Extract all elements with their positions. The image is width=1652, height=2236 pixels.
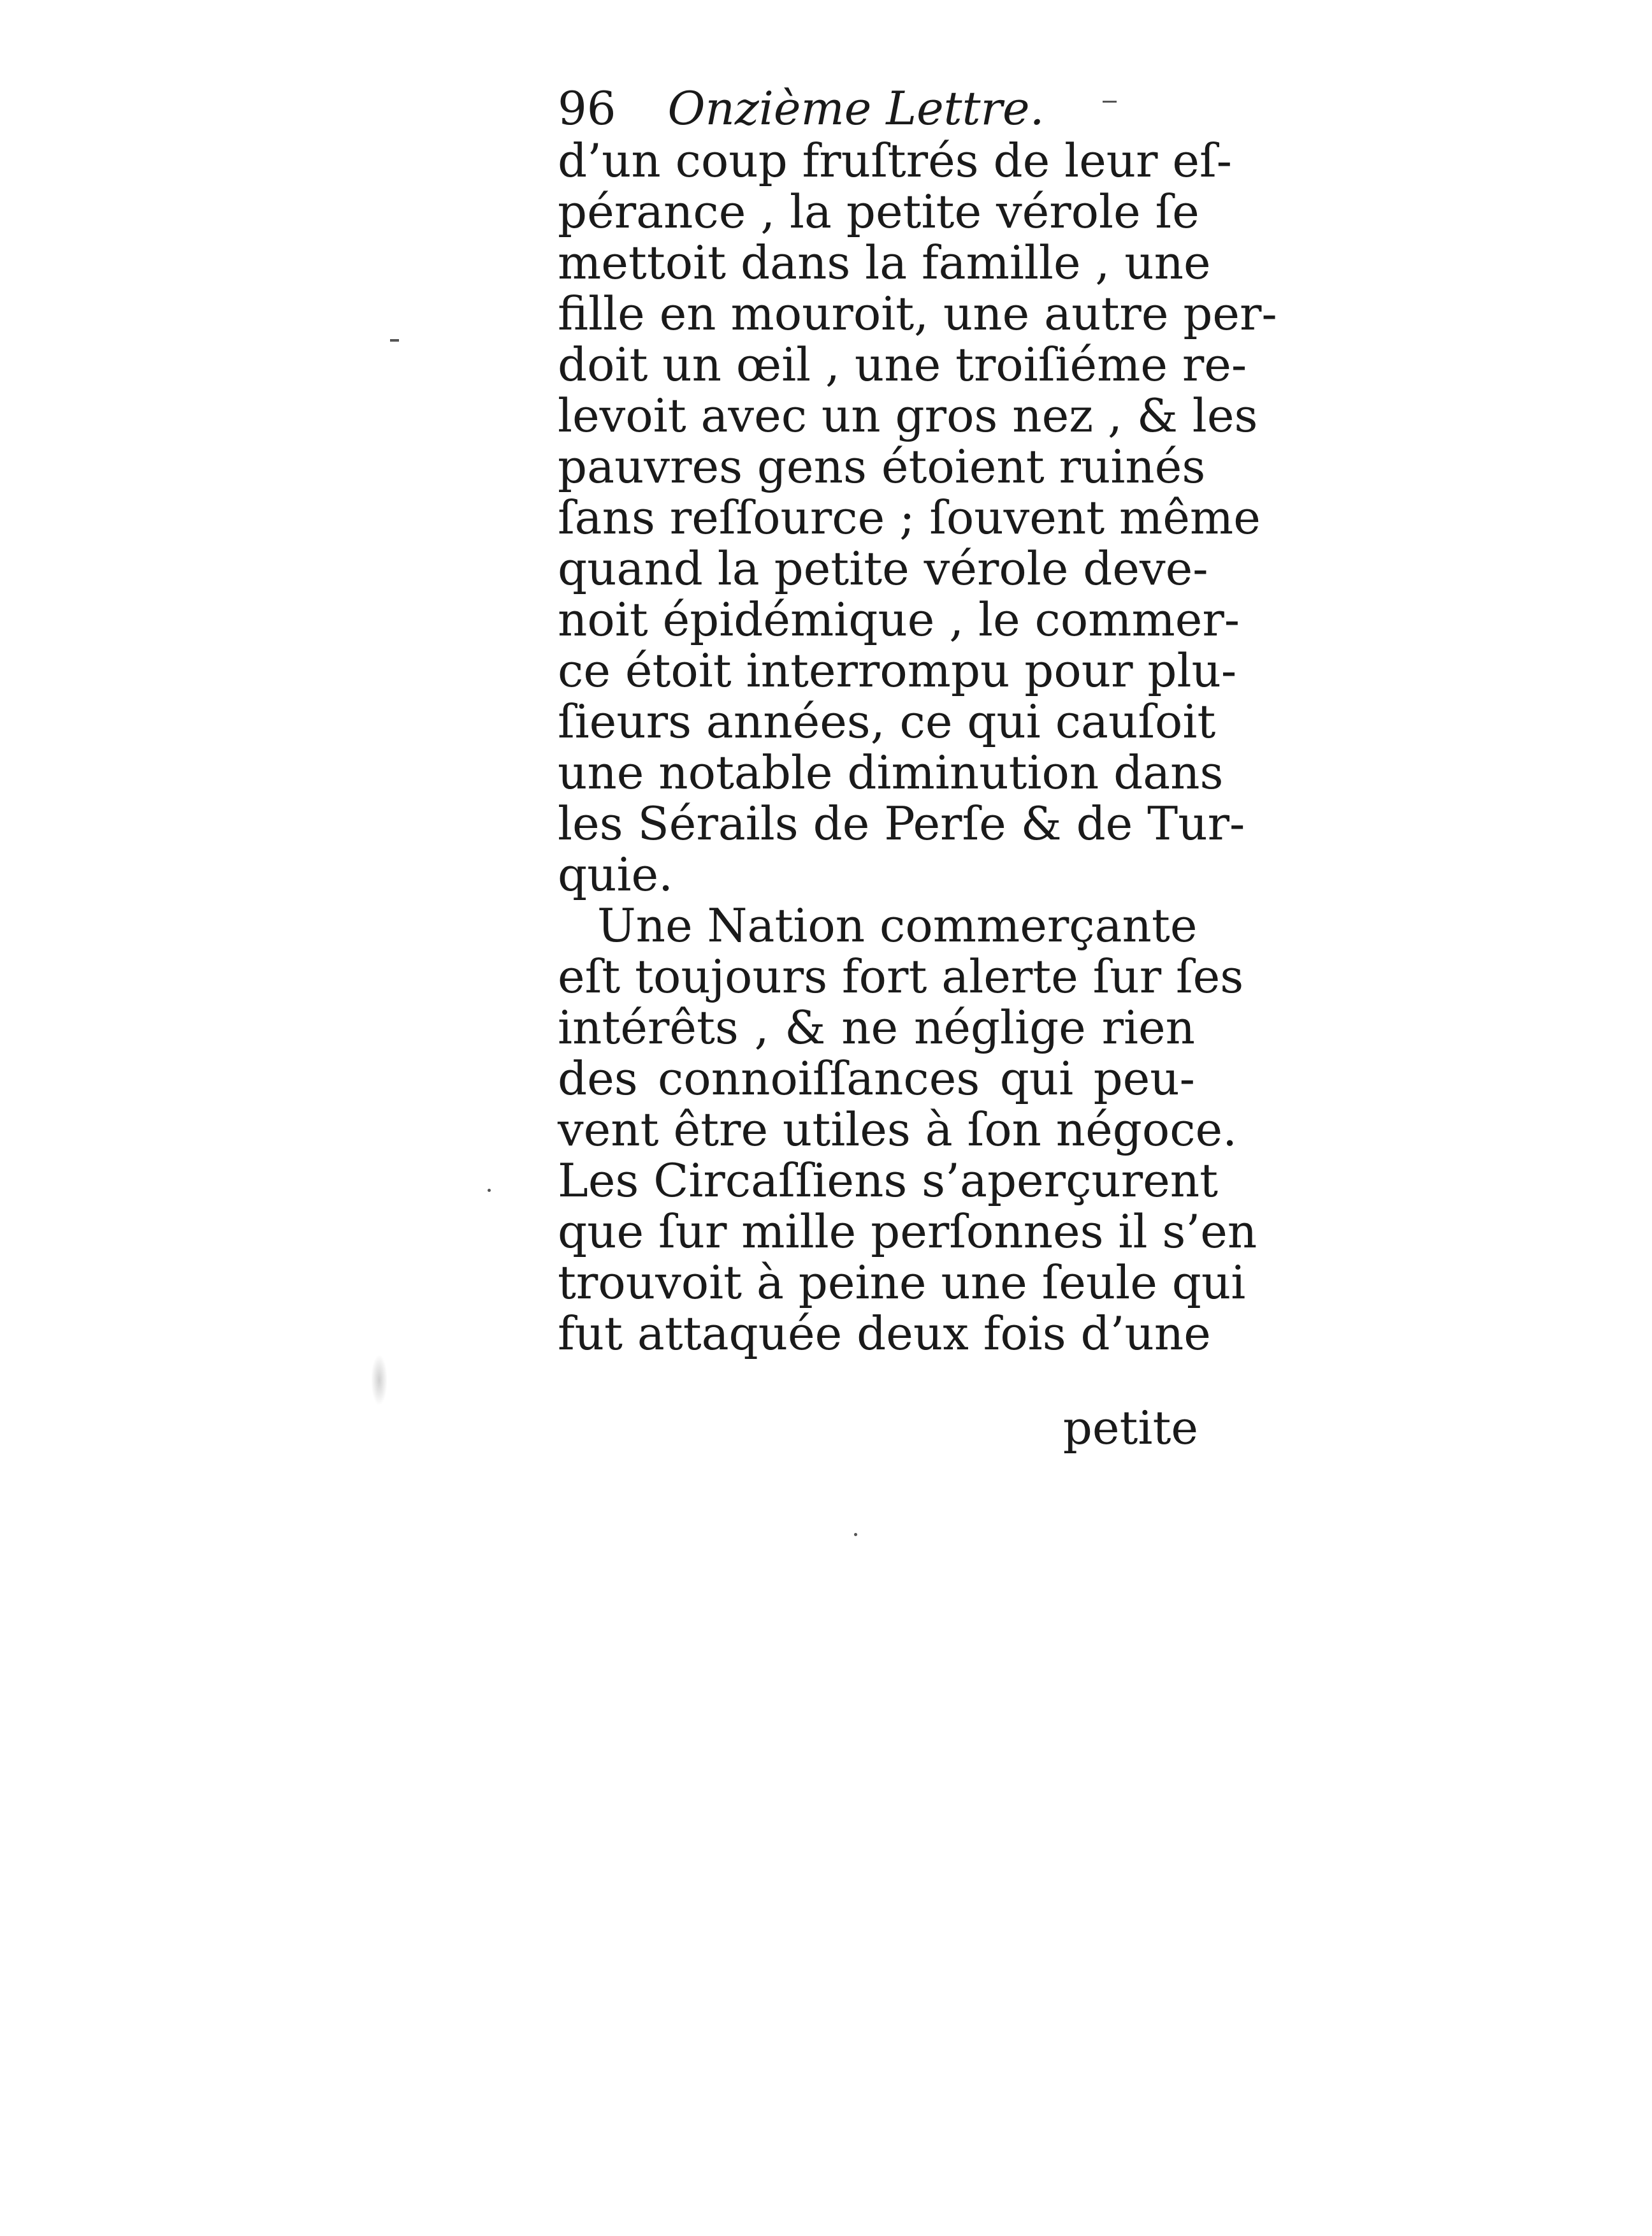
text-line: vent être utiles à ſon négoce. [558, 1103, 1238, 1156]
page-header [558, 73, 1195, 143]
body-text [558, 134, 1277, 1360]
text-line: fut attaquée deux fois d’une [558, 1307, 1211, 1360]
text-line: fille en mouroit, une autre per- [558, 287, 1277, 340]
text-line: quand la petite vérole deve- [558, 542, 1208, 595]
text-line: une notable diminution dans [558, 746, 1224, 799]
text-line: quie. [558, 848, 673, 901]
text-line: intérêts , & ne néglige rien [558, 1001, 1195, 1054]
text-line: des connoiſſances qui peu- [558, 1052, 1195, 1105]
catchword: petite [1062, 1401, 1198, 1455]
ink-speck [488, 1189, 491, 1192]
text-line: doit un œil , une troiſiéme re- [558, 338, 1247, 391]
text-line: noit épidémique , le commer- [558, 593, 1240, 646]
text-line: mettoit dans la famille , une [558, 236, 1211, 289]
text-line: que ſur mille perſonnes il s’en [558, 1205, 1257, 1258]
text-line: pauvres gens étoient ruinés [558, 440, 1206, 493]
text-line: d’un coup fruſtrés de leur eſ- [558, 134, 1232, 187]
ink-speck [854, 1533, 857, 1536]
text-line: les Sérails de Perſe & de Tur- [558, 797, 1245, 850]
text-line: ſieurs années, ce qui cauſoit [558, 695, 1216, 748]
text-line: pérance , la petite vérole ſe [558, 185, 1199, 238]
paragraph-start-line: Une Nation commerçante [597, 899, 1198, 952]
text-line: ce étoit interrompu pour plu- [558, 644, 1237, 697]
page-number: 96 [558, 82, 616, 135]
text-line: eſt toujours fort alerte ſur ſes [558, 950, 1244, 1003]
text-line: ſans reſſource ; ſouvent même [558, 491, 1261, 544]
text-line: Les Circaſſiens s’aperçurent [558, 1154, 1219, 1207]
ink-mark [390, 339, 399, 342]
text-line: levoit avec un gros nez , & les [558, 389, 1258, 442]
text-line: trouvoit à peine une ſeule qui [558, 1256, 1246, 1309]
running-title: Onzième Lettre. [667, 82, 1045, 135]
ink-mark [1103, 101, 1117, 103]
paper-smudge [371, 1354, 388, 1405]
